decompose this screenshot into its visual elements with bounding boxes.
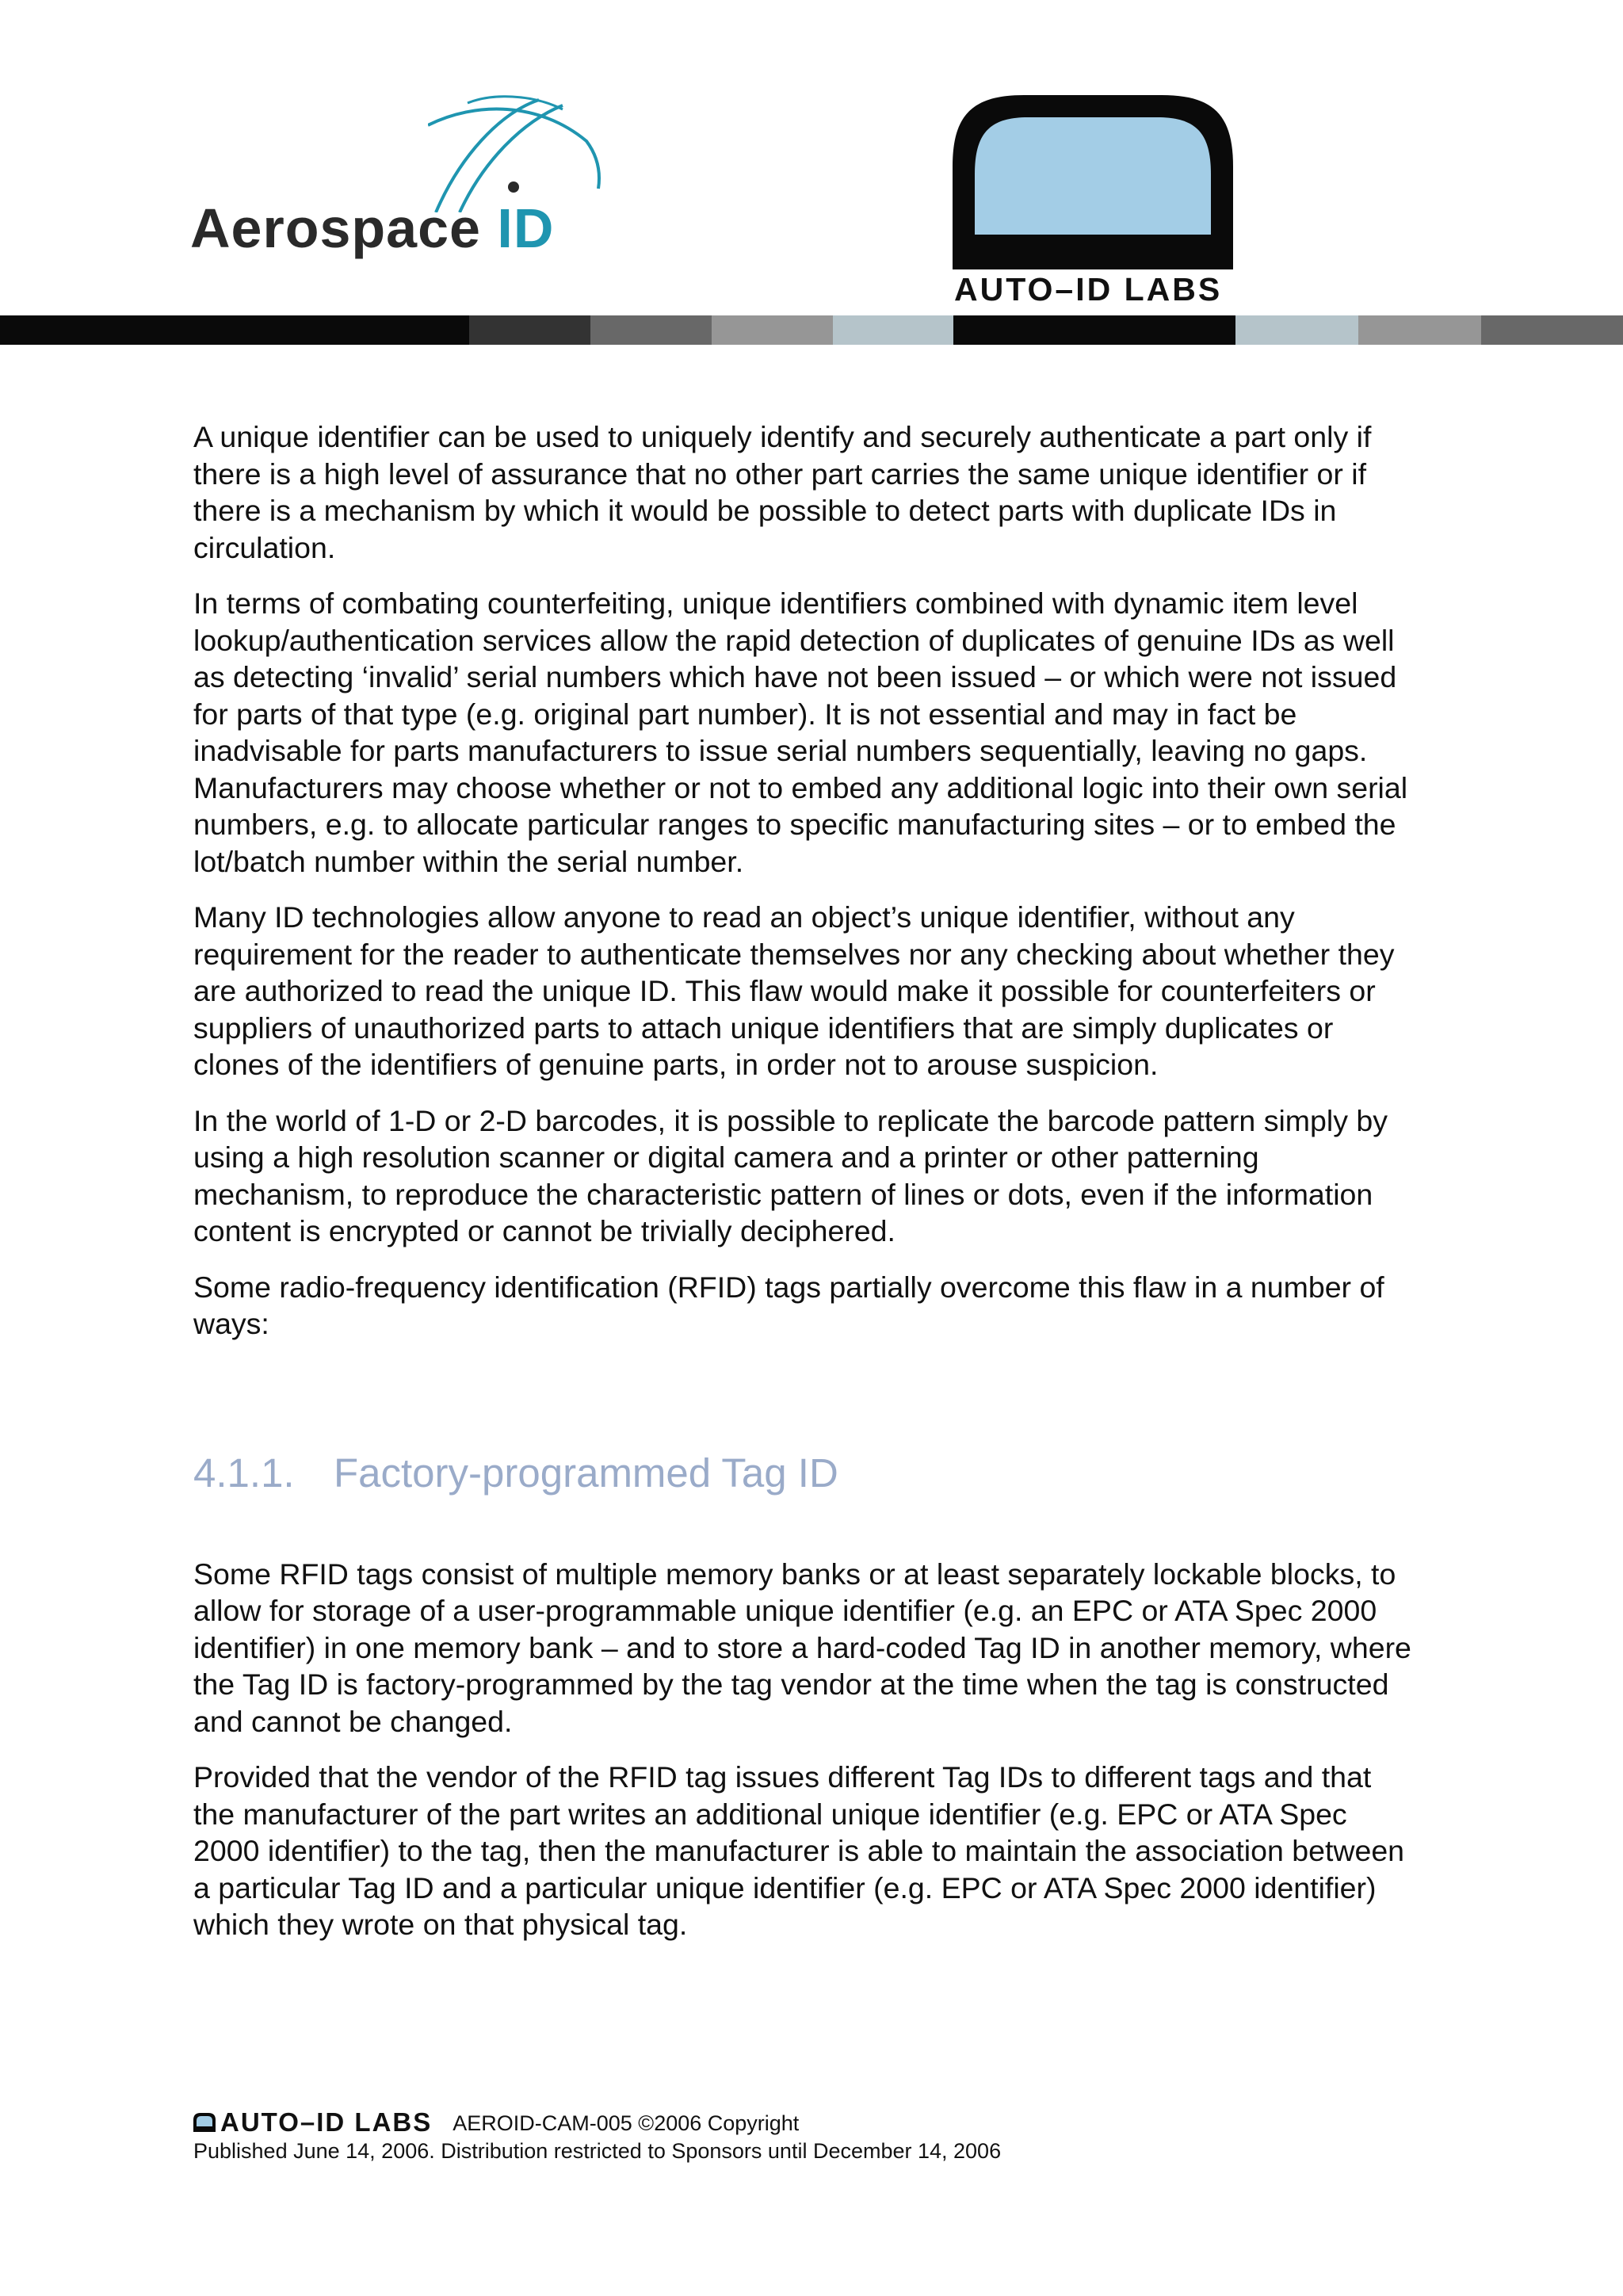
aerospace-id-logo (190, 94, 602, 268)
body-paragraph: A unique identifier can be used to uniquely identify and securely authenticate a part only if there is a high level of assurance that no other part carries the same unique identifier or if there is a mechanism by which it would be possible to detect parts with duplicate IDs in circulation. (193, 420, 1372, 564)
body-paragraph: Provided that the vendor of the RFID tag issues different Tag IDs to different tags and that the manufacturer of the part writes an additional unique identifier (e.g. EPC or ATA Spec 2000 identifier) to the tag, then the manufacturer is able to maintain the association between a particular Tag ID and a particular unique identifier (e.g. EPC or ATA Spec 2000 identifier) which they wrote on that physical tag. (193, 1760, 1405, 1941)
document-body (193, 418, 1430, 1962)
section-number: 4.1.1. (193, 1450, 295, 1496)
body-paragraph: In the world of 1-D or 2-D barcodes, it is possible to replicate the barcode pattern simply by using a high resolution scanner or digital camera and a printer or other patterning mechanism, to reproduce the characteristic pattern of lines or dots, even if the information content is encrypted or cannot be trivially deciphered. (193, 1103, 1388, 1247)
band-segment (590, 315, 712, 345)
footer-logo-text: AUTO–ID LABS (220, 2107, 433, 2137)
band-segment (1235, 315, 1358, 345)
footer-published-note: Published June 14, 2006. Distribution restricted to Sponsors until December 14, 2006 (193, 2139, 1002, 2163)
footer-doc-reference: AEROID-CAM-005 ©2006 Copyright (453, 2111, 800, 2135)
band-segment (1481, 315, 1623, 345)
body-paragraph: Some RFID tags consist of multiple memory banks or at least separately lockable blocks, to allow for storage of a user-programmable unique identifier (e.g. an EPC or ATA Spec 2000 identifier) in one memory bank – and to store a hard-coded Tag ID in another memory, where the Tag ID is factory-programmed by the tag vendor at the time when the tag is constructed and cannot be changed. (193, 1557, 1411, 1738)
band-segment (1358, 315, 1481, 345)
section-title: Factory-programmed Tag ID (334, 1450, 838, 1496)
footer-autoid-icon (193, 2113, 216, 2132)
band-segment (712, 315, 833, 345)
aerospace-logo-text: Aerospace ID (190, 197, 555, 259)
page-footer (193, 2106, 1430, 2164)
band-segment (833, 315, 953, 345)
section-heading (193, 1450, 1430, 1497)
band-segment (469, 315, 590, 345)
autoid-labs-logo (951, 95, 1236, 309)
autoid-window-icon (953, 95, 1233, 269)
band-segment (0, 315, 469, 345)
body-paragraph: Some radio-frequency identification (RFID) tags partially overcome this flaw in a number of ways: (193, 1270, 1384, 1340)
footer-autoid-logo (193, 2107, 432, 2137)
body-paragraph: Many ID technologies allow anyone to read an object’s unique identifier, without any requirement for the reader to authenticate themselves nor any checking about whether they are authorized to read the unique ID. This flaw would make it possible for counterfeiters or suppliers of unauthorized parts to attach unique identifiers that are simply duplicates or clones of the identifiers of genuine parts, in order not to arouse suspicion. (193, 900, 1395, 1081)
satellite-arcs-icon (428, 94, 602, 212)
autoid-labs-text: AUTO–ID LABS (954, 271, 1223, 308)
header-color-band (0, 315, 1623, 345)
band-segment (953, 315, 1235, 345)
body-paragraph: In terms of combating counterfeiting, unique identifiers combined with dynamic item level lookup/authentication services allow the rapid detection of duplicates of genuine IDs as well as detecting ‘invalid’ serial numbers which have not been issued – or which were not issued for parts of that type (e.g. original part number). It is not essential and may in fact be inadvisable for parts manufacturers to issue serial numbers sequentially, leaving no gaps. Manufacturers may choose whether or not to embed any additional logic into their own serial numbers, e.g. to allocate particular ranges to specific manufacturing sites – or to embed the lot/batch number within the serial number. (193, 586, 1408, 878)
